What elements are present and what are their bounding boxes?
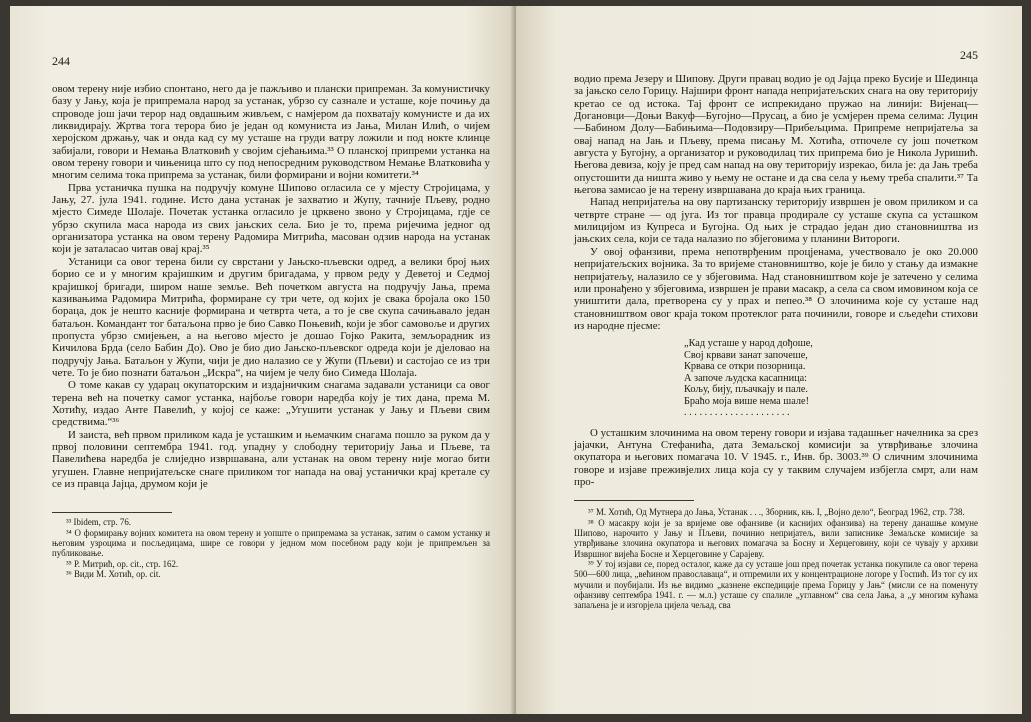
page-number: 245 bbox=[960, 48, 978, 62]
left-page bbox=[10, 6, 516, 714]
paragraph: И заиста, већ првом приликом када је усташким и њемачким снагама пошло за руком да у првој половини септембра 1941. год. упадну у слободну територију Јања и Пљеве, та Павелићева наредба је слиједно извршавана, али устанак на овом терену није могао бити угушен. Главне непријатељске снаге приликом тог напада на овај устанички крај кретале су се из правца Јајца, друмом који је bbox=[52, 428, 490, 490]
footnotes bbox=[52, 517, 490, 579]
footnote: ³³ Ibidem, стр. 76. bbox=[66, 517, 132, 528]
paragraph: Напад непријатеља на ову партизанску територију извршен је овом приликом и са четврте стране — од југа. Из тог правца продирале су усташе скупа са усташком милицијом из Купреса и Бугојна. Од њих је страдао један дио становништва из јањских села, који се тада налазио по збјеговима у планини Витороги. bbox=[574, 196, 978, 246]
paragraph: У овој офанзиви, према непотврђеним процјенама, учествовало је око 20.000 непријатељских војника. За то вријеме становништво, које је било у стању да измакне непријатељу, налазило се у збјеговима. Над становништвом које је затечено у селима или пронађено у збјеговима, извршен је прави масакр, а села са свом имовином која се уништити дала, претворена су у прах и пепео.³⁸ О злочинима које су усташе над становништвом овог краја током протеклог рата починили, говоре и сљедећи стихови из народне пјесме: bbox=[574, 245, 978, 332]
poem-line: А започе људска касапница: bbox=[684, 372, 808, 384]
footnote: ³⁶ Види М. Хотић, op. cit. bbox=[66, 568, 161, 579]
poem-line: . . . . . . . . . . . . . . . . . . . . . bbox=[684, 407, 790, 419]
footnote: ³⁷ М. Хотић, Од Мутнера до Јања, Устанак . . ., Зборник, књ. I, „Војно дело“, Београд 1962, стр. 738. bbox=[588, 507, 965, 518]
paragraph: Устаници са овог терена били су сврстани у Јањско-пљевски одред, а велики број њих борио се и у многим крајишким и другим бригадама, у првом реду у Деветој и Седмој крајишкој бригади, широм наше земље. Већ почетком августа на подручју Јања, према казивањима Радомира Митрића, формиране су три чете, од којих је свака бројала око 150 бораца, док је нешто касније формирана и четврта чета, а то је све скупа сачињавало један батаљон. Командант тог батаљона прво је био Савко Поњевић, који је због самовоље и других пропуста убрзо смијењен, а на његово мјесто је дошао Гојко Ракита, земљорадник из Кичилова Брда (село Бабин До). Ово је био дио Јањско-пљевског одреда који је дјеловао на подручју Јања. Батаљон у Жупи, чији је дио налазио се у Жупи (Пљеви) и састојао се из три чете. То је био познати батаљон „Искра“, на чијем је челу био Симеда Шолаја. bbox=[52, 255, 490, 379]
poem-line: Крвава се откри позорница. bbox=[684, 361, 806, 373]
body-text bbox=[52, 83, 490, 490]
poem-line: Свој крвави занат започеше, bbox=[684, 349, 808, 361]
footnote: ³⁵ Р. Митрић, op. cit., стр. 162. bbox=[66, 558, 179, 569]
page-number: 244 bbox=[52, 54, 70, 68]
poem-line: „Кад усташе у народ дођоше, bbox=[684, 338, 813, 350]
footnote-separator bbox=[574, 500, 694, 501]
footnote: ³⁴ О формирању војних комитета на овом терену и уопште о припремама за устанак, затим о самом устанку и његовим узроцима и посљедицама, шире се говори у једном мом посебном раду који је припремљен за публиковање. bbox=[52, 527, 490, 559]
paragraph: овом терену није избио спонтано, него да је пажљиво и плански припреман. За комунистичку базу у Јању, која је припремала народ за устанак, убрзо су сазнале и усташе, које почињу да спроводе још јачи терор над овдашњим живљем, с намјером да похватају комунисте и да их ликвидирају. Жртва тога терора био је један од комуниста из Јања, Милан Илић, о чијем херојском држању, чак и онда кад су му усташе на груди ватру ложили и под нокте клинце забијали, говори и Немања Влатковић у својим сјећањима.³³ О планској припреми устанка на овом терену говори и чињеница што су под непосредним руководством Немање Влатковића у многим селима тока припрема за устанак, били формирани и војни комитети.³⁴ bbox=[52, 83, 490, 182]
footnote-separator bbox=[52, 512, 172, 513]
body-text bbox=[574, 73, 978, 488]
paragraph: О томе какав су ударац окупаторским и издајничким снагама задавали устаници са овог терена већ на почетку самог устанка, најбоље говори наредба коју је тих дана, према М. Хотићу, издао Анте Павелић, у којој се каже: „Угушити устанак у Јању и Пљеви свим средствима.“³⁶ bbox=[52, 379, 490, 429]
footnotes bbox=[574, 507, 978, 610]
footnote: ³⁸ О масакру који је за вријеме ове офанзиве (и каснијих офанзива) на терену данашње комуне Шипово, нарочито у Јању и Пљеви, починио непријатељ, вили записнике Земаљске комисије за утврђивање злочина окупатора и његових помагача за Босну и Херцеговину, који се чувају у архиви Извршног вијећа Босне и Херцеговине у Сарајеву. bbox=[574, 517, 978, 559]
poem-line: Кољу, бију, пљачкају и пале. bbox=[684, 384, 809, 396]
poem bbox=[684, 338, 978, 419]
paragraph: водио према Језеру и Шипову. Други правац водио је од Јајца преко Бусије и Шединца за јањско село Горицу. Најшири фронт напада непријатељских снага на ову територију кретао се од истока. Тај фронт се испрекидано пружао на линији: Вијенац—Догановци—Доњи Вакуф—Бугојно—Прусац, а био је усмјерен према селима: Луцин—Бабином Долу—Бабињима—Подовзиру—Прибељцима. Припреме непријатеља за овај напад на Јањ и Пљеву, према писању М. Хотића, отпочеле су још почетком августа у Бугојну, а организатор и руководилац тих припрема био је Никола Јуришић. Његова девиза, коју је пред сам напад на ову територију изрекао, била је: да Јањ треба опустошити да ништа живо у њему не остане и да сва села у њему треба спалити.³⁷ Та његова замисао је на терену извршавана до краја њих граница. bbox=[574, 73, 978, 197]
paragraph: О усташким злочинима на овом терену говори и изјава тадашњег начелника за срез јајачки, Антуна Стефанића, дата Земаљској комисији за утврђивање злочина окупатора и његових помагача 10. V 1945. г., Инв. бр. 3003.³⁹ О сличним злочинима говоре и изјаве преживјелих лица која су у таквим случајем избјегла смрт, али нам про- bbox=[574, 426, 978, 489]
poem-line: Браћо моја више нема шале! bbox=[684, 395, 810, 407]
right-page bbox=[516, 6, 1022, 714]
paragraph: Прва устаничка пушка на подручју комуне Шипово огласила се у мјесту Стројицама, у Јању, 27. јула 1941. године. Исто дана устанак је захватио и Жупу, тачније Пљеву, родно мјесто Симеде Шолаје. Почетак устанка огласило је црквено звоно у Стројицама, гдје се убрзо скупила маса народа из свих јањских села. Био је то, према ријечима једног од организатора устанка на овом терену Радомира Митрића, масован одзив народа на устанак који је заталасао читав овај крај.³⁵ bbox=[52, 181, 490, 256]
footnote: ³⁹ У тој изјави се, поред осталог, каже да су усташе још пред почетак устанка покупиле са овог терена 500—600 лица, „већином православаца“, и отпремили их у концентрационе логоре у Госпић. Из тог су их мучили и поубијали. Из ње видимо „казнене експедиције према Горицу у Јањ“ (мисли се на поменуту офанзиву септембра 1941. г. — м.л.) усташе су спалиле „углавном“ сва села Јања, а „у многим кућама запаљена је и изгорјела цијела чељад, сва bbox=[574, 558, 978, 611]
